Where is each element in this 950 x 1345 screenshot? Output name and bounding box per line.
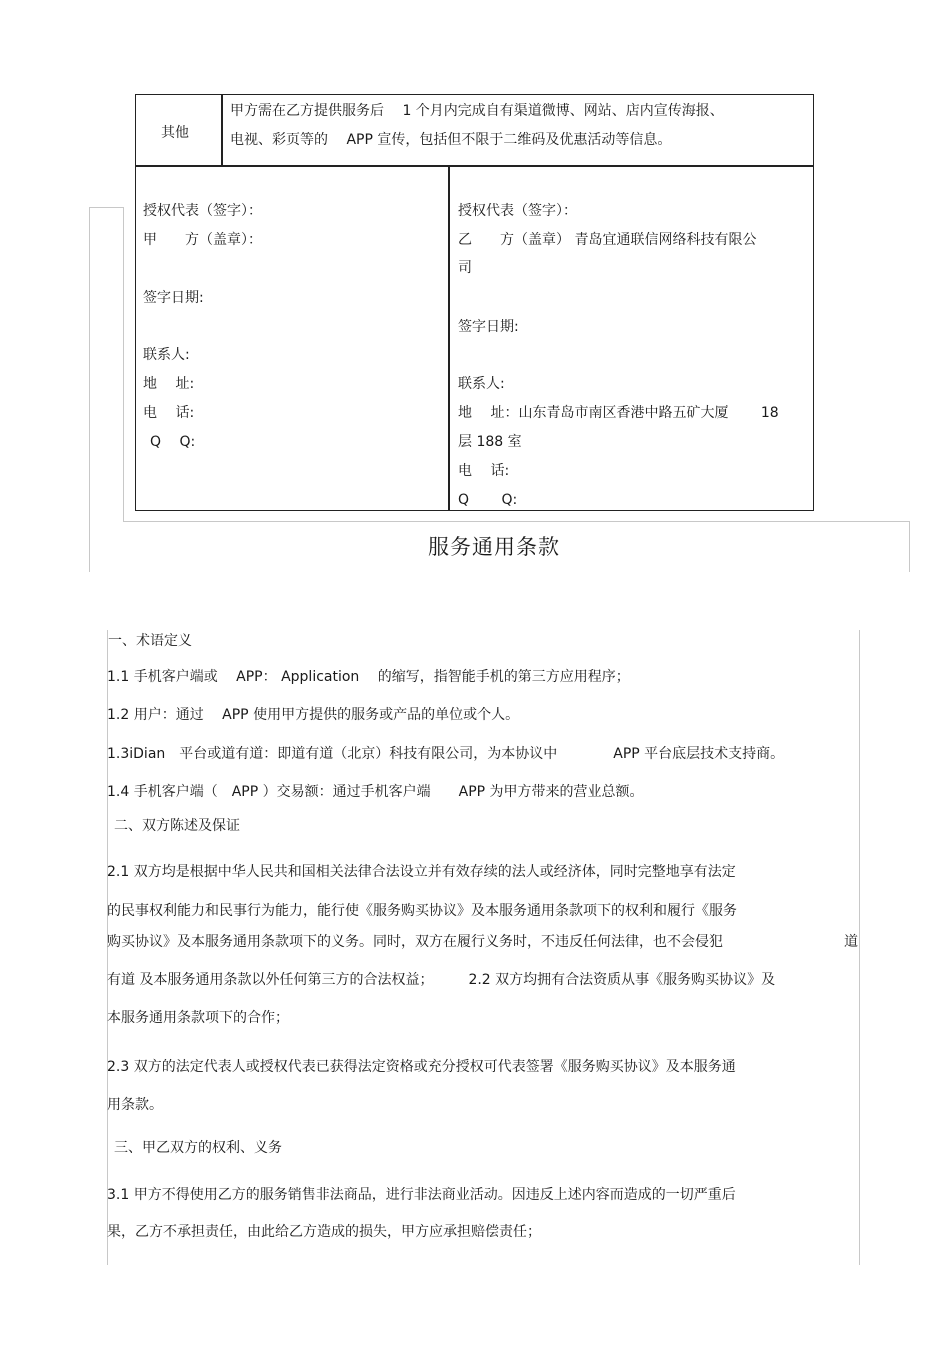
- party-a-phone: 电 话:: [143, 405, 195, 421]
- party-a-seal: 甲 方（盖章）：: [143, 232, 262, 248]
- party-b-seal: 乙 方（盖章） 青岛宜通联信网络科技有限公: [458, 232, 757, 248]
- other-text-line1: 甲方需在乙方提供服务后 1 个月内完成自有渠道微博、网站、店内宣传海报、: [230, 103, 724, 119]
- party-a-address: 地 址:: [143, 376, 195, 392]
- scan-guide-inner-vertical: [123, 207, 124, 521]
- clause-2-1-line4: 有道 及本服务通用条款以外任何第三方的合法权益； 2.2 双方均拥有合法资质从事《服务购买协议》及: [107, 972, 776, 988]
- clause-2-1-line2: 的民事权利能力和民事行为能力，能行使《服务购买协议》及本服务通用条款项下的权利和履行《服务: [107, 903, 737, 919]
- clause-1-3: 1.3iDian 平台或道有道：即道有道（北京）科技有限公司，为本协议中 APP 平台底层技术支持商。: [107, 746, 785, 762]
- party-b-address: 地 址：山东青岛市南区香港中路五矿大厦 18: [458, 405, 779, 421]
- party-a-rep: 授权代表（签字）：: [143, 203, 262, 219]
- scan-guide-right-vertical: [909, 521, 910, 572]
- table-col-divider-top: [221, 94, 223, 166]
- party-b-rep: 授权代表（签字）：: [458, 203, 577, 219]
- clause-2-3-line1: 2.3 双方的法定代表人或授权代表已获得法定资格或充分授权可代表签署《服务购买协议》及本服务通: [107, 1059, 736, 1075]
- table-col-divider-bottom: [448, 165, 450, 511]
- party-b-contact: 联系人:: [458, 376, 505, 392]
- party-b-qq: Q Q:: [458, 492, 518, 508]
- clause-1-4: 1.4 手机客户端（ APP ）交易额：通过手机客户端 APP 为甲方带来的营业总额。: [107, 784, 644, 800]
- party-b-seal-cont: 司: [458, 260, 472, 276]
- table-row-divider: [135, 165, 814, 167]
- document-title: 服务通用条款: [428, 535, 560, 559]
- clause-2-3-line2: 用条款。: [107, 1097, 163, 1113]
- section-1-heading: 一、术语定义: [108, 633, 192, 649]
- scan-guide-horizontal: [123, 521, 910, 522]
- scan-guide-left-vertical: [89, 207, 90, 572]
- party-a-sign-date: 签字日期:: [143, 290, 204, 306]
- party-b-address-cont: 层 188 室: [458, 434, 522, 450]
- scan-guide-body-right: [859, 630, 860, 1265]
- party-b-phone: 电 话:: [458, 463, 510, 479]
- section-2-heading: 二、双方陈述及保证: [114, 818, 240, 834]
- clause-2-1-line1: 2.1 双方均是根据中华人民共和国相关法律合法设立并有效存续的法人或经济体，同时完整地享有法定: [107, 864, 736, 880]
- party-b-sign-date: 签字日期:: [458, 319, 519, 335]
- clause-1-1: 1.1 手机客户端或 APP： Application 的缩写，指智能手机的第三方应用程序；: [107, 669, 630, 685]
- scan-guide-left-top: [89, 207, 124, 208]
- party-a-qq: Q Q:: [150, 434, 196, 450]
- other-label: 其他: [161, 125, 189, 141]
- section-3-heading: 三、甲乙双方的权利、义务: [114, 1140, 282, 1156]
- party-a-contact: 联系人:: [143, 347, 190, 363]
- clause-2-1-line3-end: 道: [844, 934, 858, 950]
- clause-3-1-line1: 3.1 甲方不得使用乙方的服务销售非法商品，进行非法商业活动。因违反上述内容而造成的一切严重后: [107, 1187, 736, 1203]
- clause-2-2-line2: 本服务通用条款项下的合作；: [107, 1010, 289, 1026]
- clause-2-1-line3: 购买协议》及本服务通用条款项下的义务。同时，双方在履行义务时，不违反任何法律，也不会侵犯: [107, 934, 723, 950]
- clause-3-1-line2: 果，乙方不承担责任，由此给乙方造成的损失，甲方应承担赔偿责任；: [107, 1224, 541, 1240]
- clause-1-2: 1.2 用户：通过 APP 使用甲方提供的服务或产品的单位或个人。: [107, 707, 520, 723]
- other-text-line2: 电视、彩页等的 APP 宣传，包括但不限于二维码及优惠活动等信息。: [230, 132, 672, 148]
